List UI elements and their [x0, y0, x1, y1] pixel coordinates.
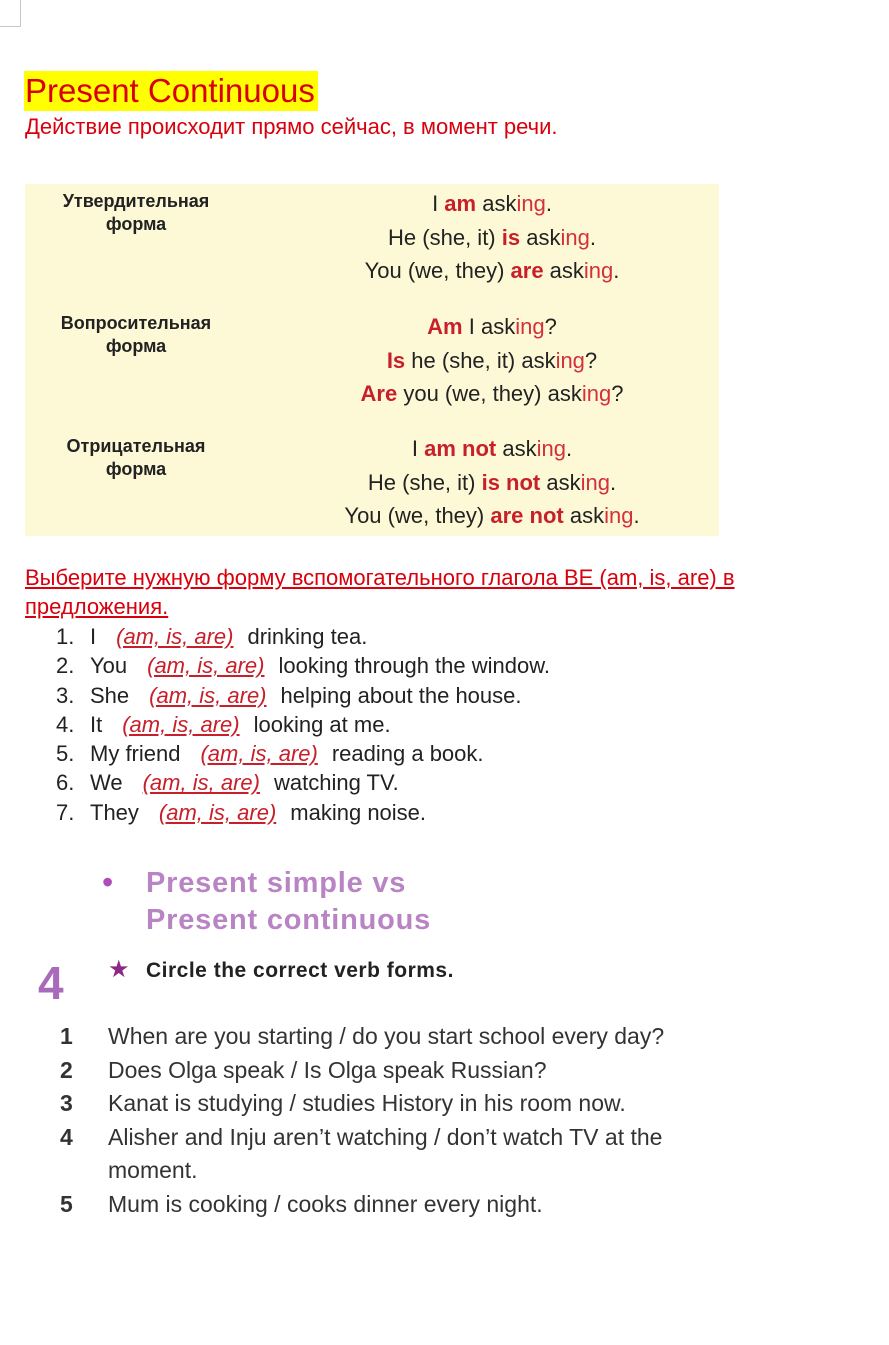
example-text: I	[432, 191, 445, 216]
ing-ending: ing	[515, 314, 545, 339]
example-line	[265, 377, 719, 411]
example-text: I	[411, 436, 425, 461]
choice-options[interactable]: (am, is, are)	[122, 711, 240, 737]
example-text: .	[613, 258, 620, 283]
choice-options[interactable]: (am, is, are)	[147, 653, 265, 679]
example-text: ask	[520, 224, 561, 250]
star-icon: ★	[108, 956, 130, 983]
auxiliary-verb: are not	[490, 503, 564, 528]
example-text: .	[609, 469, 617, 495]
page-corner-mark	[0, 0, 21, 27]
exercise-item: 6. We (am, is, are) watching TV.	[56, 770, 399, 796]
ing-ending: ing	[516, 191, 546, 216]
example-line	[265, 432, 719, 466]
auxiliary-verb: am	[444, 191, 477, 216]
ing-ending: ing	[560, 224, 590, 250]
example-text: ?	[611, 381, 624, 406]
exercise-item: 7. They (am, is, are) making noise.	[56, 799, 427, 825]
example-line	[265, 310, 719, 344]
example-text: You (we, they)	[344, 503, 491, 528]
example-text: He (she, it)	[367, 469, 482, 495]
ing-ending: ing	[581, 381, 612, 406]
example-text: ?	[584, 347, 598, 373]
example-text: .	[633, 503, 640, 528]
choice-options[interactable]: (am, is, are)	[158, 799, 277, 825]
auxiliary-verb: Am	[427, 314, 463, 339]
textbook-item: 5 Mum is cooking / cooks dinner every night.	[60, 1190, 543, 1217]
exercise-item: 5. My friend (am, is, are) reading a book.	[56, 741, 484, 767]
example-text: .	[565, 436, 573, 461]
ing-ending: ing	[580, 469, 610, 495]
choice-options[interactable]: (am, is, are)	[142, 770, 260, 796]
example-text: He (she, it)	[388, 224, 502, 250]
example-text: ask	[476, 191, 517, 216]
negative-label: Отрицательная форма	[66, 436, 206, 479]
exercise-item: 4. It (am, is, are) looking at me.	[56, 711, 391, 737]
exercise-item: 2. You (am, is, are) looking through the window.	[56, 653, 551, 679]
auxiliary-verb: are	[510, 258, 544, 283]
auxiliary-verb: is	[501, 224, 521, 250]
textbook-item: 3 Kanat is studying / studies History in his room now.	[60, 1090, 626, 1116]
example-text: you (we, they) ask	[397, 381, 582, 406]
example-text: ask	[540, 469, 581, 495]
exercise-item: 3. She (am, is, are) helping about the house.	[56, 682, 522, 708]
example-line	[265, 466, 719, 500]
ing-ending: ing	[604, 503, 634, 528]
textbook-item: 4 Alisher and Inju aren’t watching / don’t watch TV at the moment.	[60, 1123, 663, 1183]
affirmative-label: Утвердительная форма	[62, 191, 210, 234]
example-line	[265, 254, 719, 288]
example-line	[265, 344, 719, 378]
grammar-table	[25, 184, 719, 536]
exercise-instruction: Circle the correct verb forms.	[146, 959, 454, 982]
textbook-item: 1 When are you starting / do you start school every day?	[60, 1023, 665, 1049]
example-text: .	[545, 191, 552, 216]
example-text: ask	[496, 436, 537, 461]
exercise-item: 1. I (am, is, are) drinking tea.	[56, 624, 368, 649]
example-text: ask	[543, 258, 584, 283]
example-text: ask	[563, 503, 605, 528]
page-title: Present Continuous	[24, 71, 318, 111]
example-text: he (she, it) ask	[405, 347, 556, 373]
example-line	[265, 499, 719, 533]
textbook-item: 2 Does Olga speak / Is Olga speak Russian?	[60, 1056, 547, 1083]
choice-options[interactable]: (am, is, are)	[116, 624, 234, 649]
example-text: ?	[544, 314, 557, 339]
question-examples	[265, 310, 719, 411]
example-line	[265, 221, 719, 255]
auxiliary-verb: is not	[481, 469, 541, 495]
example-text: .	[589, 224, 596, 250]
textbook-exercise-list	[60, 1020, 680, 1221]
section-heading: Present simple vs Present continuous	[146, 867, 432, 936]
auxiliary-verb: am not	[424, 436, 497, 461]
affirmative-examples	[265, 187, 719, 288]
exercise-heading: Выберите нужную форму вспомогательного глагола BE (am, is, are) в предложения.	[25, 565, 735, 619]
choice-options[interactable]: (am, is, are)	[200, 741, 318, 767]
exercise-list	[56, 622, 876, 827]
ing-ending: ing	[555, 347, 585, 373]
ing-ending: ing	[583, 258, 614, 283]
example-text: You (we, they)	[364, 258, 511, 283]
example-line	[265, 187, 719, 221]
question-label: Вопросительная форма	[60, 313, 212, 356]
example-text: I ask	[462, 314, 516, 339]
exercise-number: 4	[38, 957, 64, 1009]
auxiliary-verb: Are	[360, 381, 398, 406]
choice-options[interactable]: (am, is, are)	[149, 682, 267, 708]
ing-ending: ing	[536, 436, 566, 461]
page-subtitle: Действие происходит прямо сейчас, в момент речи.	[25, 114, 558, 139]
auxiliary-verb: Is	[386, 347, 406, 373]
negative-examples	[265, 432, 719, 533]
bullet-icon: •	[102, 864, 114, 900]
